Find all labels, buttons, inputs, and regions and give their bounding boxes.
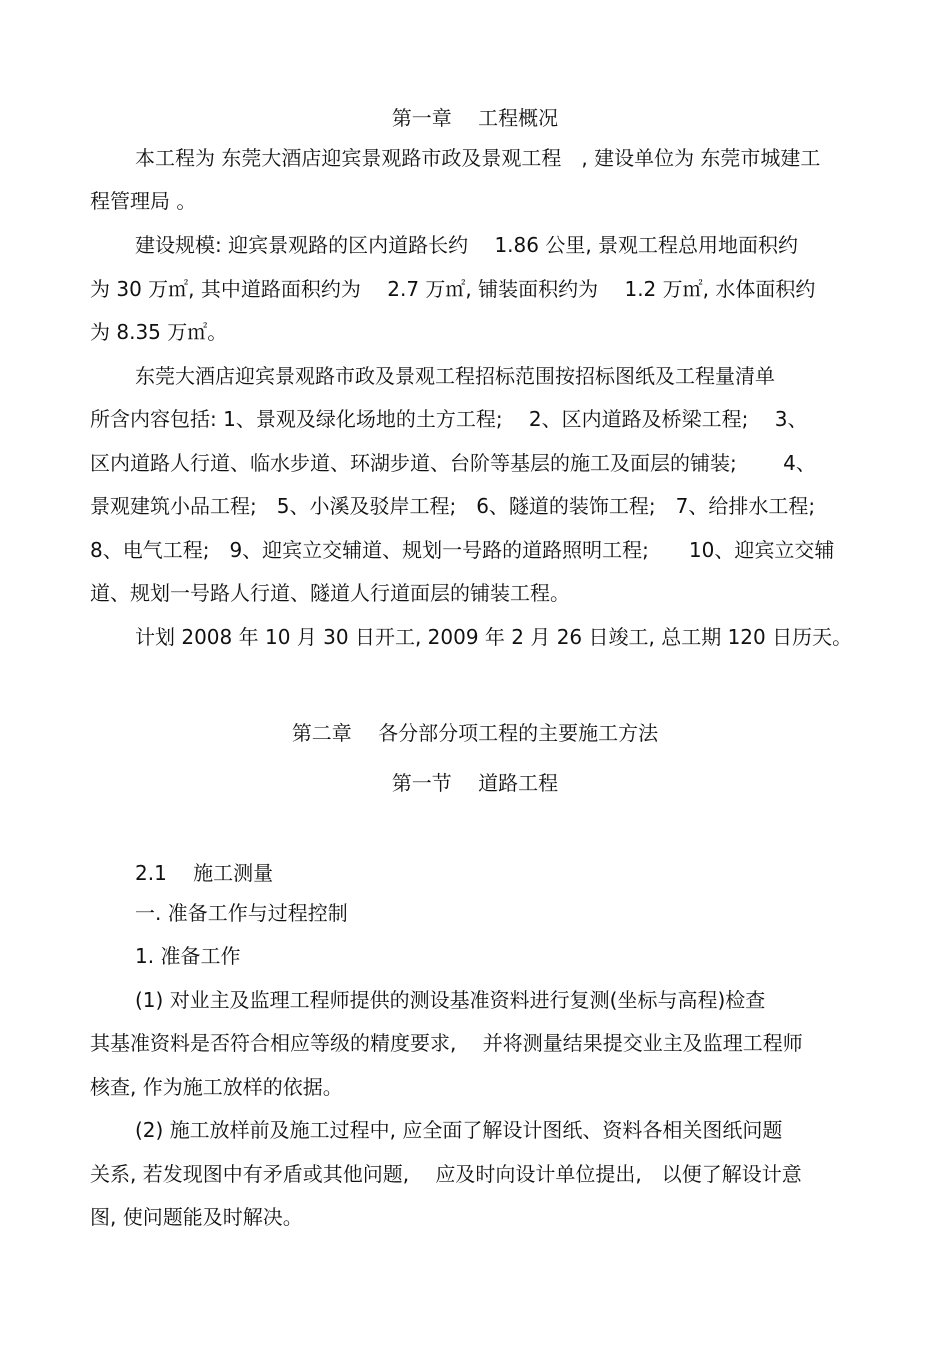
chapter-1-heading: 第一章 工程概况 bbox=[391, 106, 559, 130]
subsection-heading: 2.1 施工测量 bbox=[135, 861, 274, 885]
paragraph-line: 1. 准备工作 bbox=[135, 944, 241, 968]
paragraph-line: 区内道路人行道、临水步道、环湖步道、台阶等基层的施工及面层的铺装; 4、 bbox=[90, 451, 816, 475]
paragraph-line: 东莞大酒店迎宾景观路市政及景观工程招标范围按招标图纸及工程量清单 bbox=[135, 364, 775, 388]
paragraph-line: 其基准资料是否符合相应等级的精度要求, 并将测量结果提交业主及监理工程师 bbox=[90, 1031, 803, 1055]
paragraph-line: 建设规模: 迎宾景观路的区内道路长约 1.86 公里, 景观工程总用地面积约 bbox=[135, 233, 799, 257]
paragraph-line: 关系, 若发现图中有矛盾或其他问题, 应及时向设计单位提出, 以便了解设计意 bbox=[90, 1162, 802, 1186]
paragraph-line: 为 8.35 万㎡。 bbox=[90, 320, 228, 344]
section-heading: 第一节 道路工程 bbox=[391, 771, 559, 795]
paragraph-line: 图, 使问题能及时解决。 bbox=[90, 1205, 303, 1229]
paragraph-line: 程管理局 。 bbox=[90, 189, 197, 213]
paragraph-line: 本工程为 东莞大酒店迎宾景观路市政及景观工程 , 建设单位为 东莞市城建工 bbox=[135, 146, 821, 170]
paragraph-line: 所含内容包括: 1、景观及绿化场地的土方工程; 2、区内道路及桥梁工程; 3、 bbox=[90, 407, 808, 431]
paragraph-line: 计划 2008 年 10 月 30 日开工, 2009 年 2 月 26 日竣工, 总工期 120 日历天。 bbox=[135, 625, 853, 649]
chapter-2-heading: 第二章 各分部分项工程的主要施工方法 bbox=[291, 721, 659, 745]
paragraph-line: 一. 准备工作与过程控制 bbox=[135, 901, 348, 925]
paragraph-line: 景观建筑小品工程; 5、小溪及驳岸工程; 6、隧道的装饰工程; 7、给排水工程; bbox=[90, 494, 816, 518]
paragraph-line: (1) 对业主及监理工程师提供的测设基准资料进行复测(坐标与高程)检查 bbox=[135, 988, 766, 1012]
paragraph-line: 道、规划一号路人行道、隧道人行道面层的铺装工程。 bbox=[90, 581, 570, 605]
paragraph-line: (2) 施工放样前及施工过程中, 应全面了解设计图纸、资料各相关图纸问题 bbox=[135, 1118, 783, 1142]
paragraph-line: 8、电气工程; 9、迎宾立交辅道、规划一号路的道路照明工程; 10、迎宾立交辅 bbox=[90, 538, 835, 562]
paragraph-line: 核查, 作为施工放样的依据。 bbox=[90, 1075, 343, 1099]
paragraph-line: 为 30 万㎡, 其中道路面积约为 2.7 万㎡, 铺装面积约为 1.2 万㎡, 水体面积约 bbox=[90, 277, 816, 301]
